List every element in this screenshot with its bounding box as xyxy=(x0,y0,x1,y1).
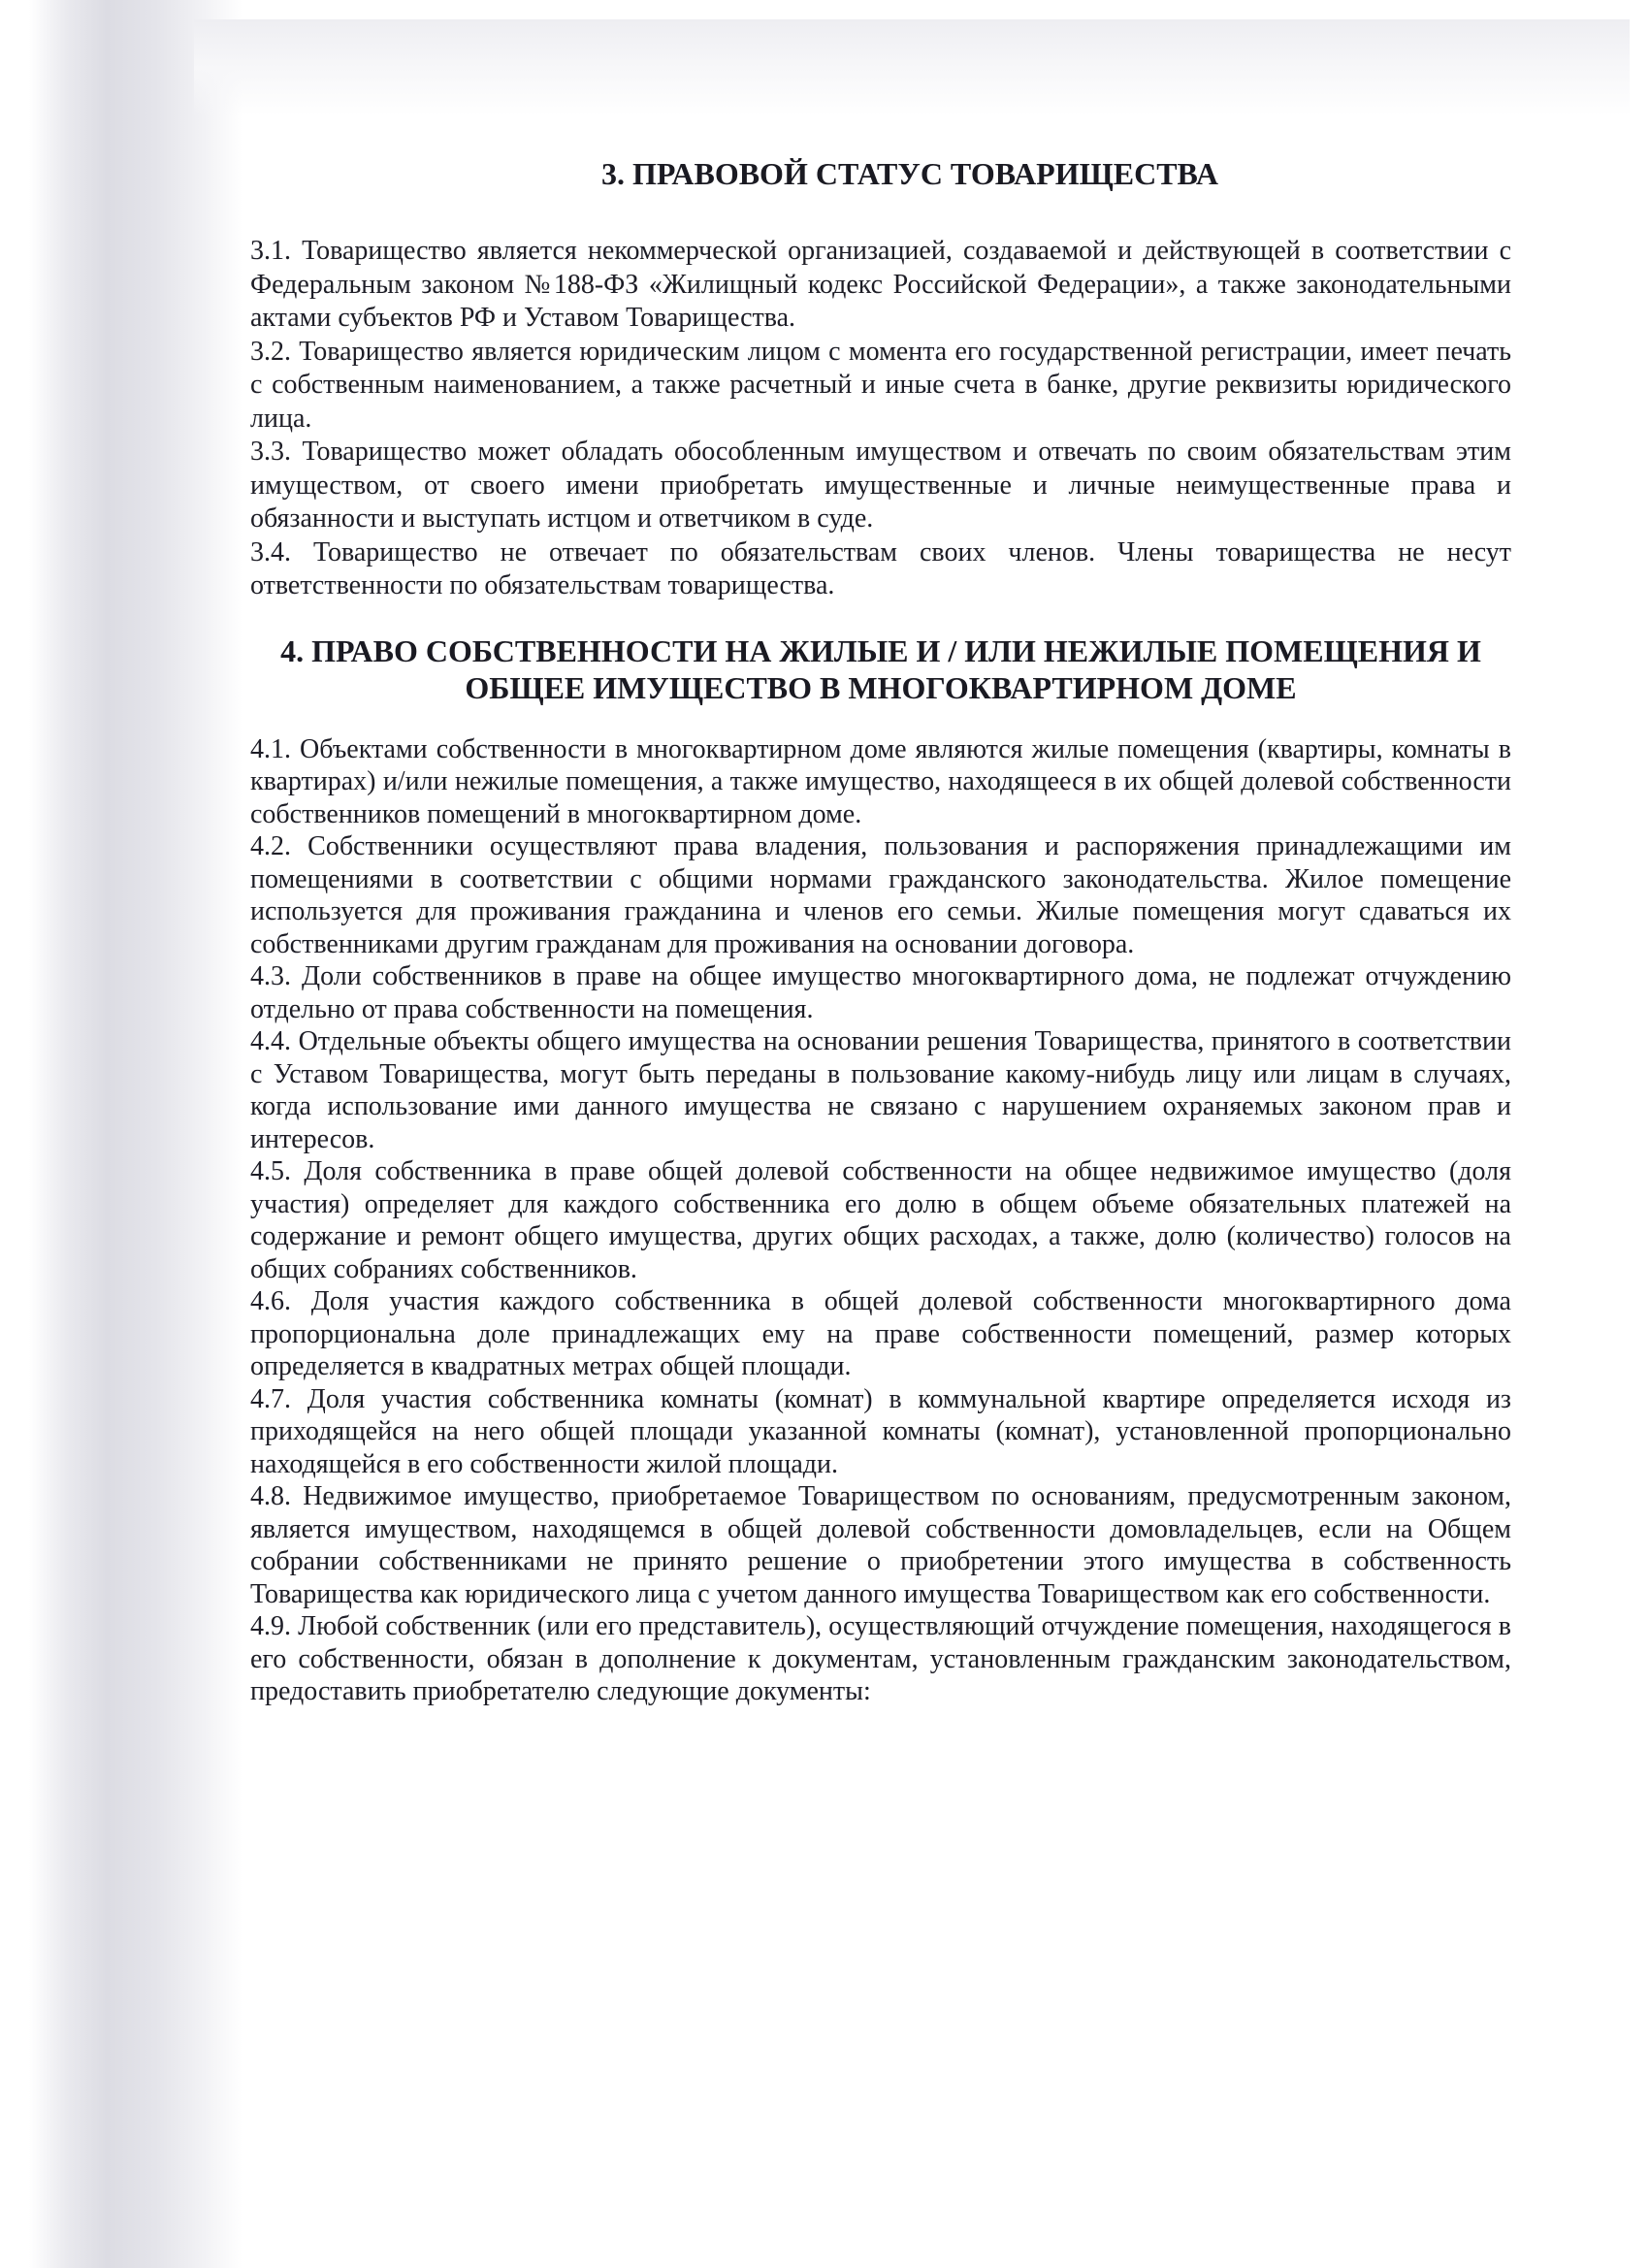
clause-3-4: 3.4. Товарищество не отвечает по обязательствам своих членов. Члены товарищества не несут ответственности по обязательствам товарищества. xyxy=(250,536,1511,600)
clause-4-6: 4.6. Доля участия каждого собственника в общей долевой собственности многоквартирного дома пропорциональна доле принадлежащих ему на праве собственности помещений, размер которых определяется в квадратных метрах общей площади. xyxy=(250,1286,1511,1381)
clause-4-9: 4.9. Любой собственник (или его представитель), осуществляющий отчуждение помещения, находящегося в его собственности, обязан в дополнение к документам, установленным гражданским законодательством, предоставить приобретателю следующие документы: xyxy=(250,1611,1511,1706)
clause-4-7: 4.7. Доля участия собственника комнаты (комнат) в коммунальной квартире определяется исходя из приходящейся на него общей площади указанной комнаты (комнат), установленной пропорционально находящейся в его собственности жилой площади. xyxy=(250,1383,1511,1479)
binding-shadow xyxy=(0,0,242,2268)
clause-3-3: 3.3. Товарищество может обладать обособленным имуществом и отвечать по своим обязательствам этим имуществом, от своего имени приобретать имущественные и личные неимущественные права и обязанности и выступать истцом и ответчиком в суде. xyxy=(250,437,1511,534)
section-4-title-line-1: 4. ПРАВО СОБСТВЕННОСТИ НА ЖИЛЫЕ И / ИЛИ НЕЖИЛЫЕ ПОМЕЩЕНИЯ И xyxy=(280,632,1481,668)
section-4-body xyxy=(250,733,1511,1708)
clause-4-4: 4.4. Отдельные объекты общего имущества на основании решения Товарищества, принятого в соответствии с Уставом Товарищества, могут быть переданы в пользование какому-нибудь лицу или лицам в случаях, когда использование ими данного имущества не связано с нарушением охраняемых законом прав и интересов. xyxy=(250,1026,1511,1154)
top-shadow xyxy=(194,19,1630,116)
clause-4-8: 4.8. Недвижимое имущество, приобретаемое Товариществом по основаниям, предусмотренным законом, является имуществом, находящемся в общей долевой собственности домовладельцев, если на Общем собрании собственниками не принято решение о приобретении этого имущества в собственность Товарищества как юридического лица с учетом данного имущества Товариществом как его собственности. xyxy=(250,1481,1511,1609)
section-4-title xyxy=(250,632,1511,706)
section-3-body xyxy=(250,235,1511,603)
clause-4-3: 4.3. Доли собственников в праве на общее имущество многоквартирного дома, не подлежат отчуждению отдельно от права собственности на помещения. xyxy=(250,961,1511,1024)
clause-4-2: 4.2. Собственники осуществляют права владения, пользования и распоряжения принадлежащими им помещениями в соответствии с общими нормами гражданского законодательства. Жилое помещение используется для проживания гражданина и членов его семьи. Жилые помещения могут сдаваться их собственниками другим гражданам для проживания на основании договора. xyxy=(250,831,1511,959)
clause-4-1: 4.1. Объектами собственности в многоквартирном доме являются жилые помещения (квартиры, комнаты в квартирах) и/или нежилые помещения, а также имущество, находящееся в их общей долевой собственности собственников помещений в многоквартирном доме. xyxy=(250,733,1511,829)
clause-4-5: 4.5. Доля собственника в праве общей долевой собственности на общее недвижимое имущество (доля участия) определяет для каждого собственника его долю в общем объеме обязательных платежей на содержание и ремонт общего имущества, других общих расходах, а также, долю (количество) голосов на общих собраниях собственников. xyxy=(250,1156,1511,1284)
section-3-title: 3. ПРАВОВОЙ СТАТУС ТОВАРИЩЕСТВА xyxy=(601,156,1218,191)
section-4-title-line-2: ОБЩЕЕ ИМУЩЕСТВО В МНОГОКВАРТИРНОМ ДОМЕ xyxy=(465,669,1297,705)
document-page xyxy=(250,155,1511,1708)
clause-3-2: 3.2. Товарищество является юридическим лицом с момента его государственной регистрации, имеет печать с собственным наименованием, а также расчетный и иные счета в банке, другие реквизиты юридического лица. xyxy=(250,336,1511,434)
clause-3-1: 3.1. Товарищество является некоммерческой организацией, создаваемой и действующей в соответствии с Федеральным законом №188-ФЗ «Жилищный кодекс Российской Федерации», а также законодательными актами субъектов РФ и Уставом Товарищества. xyxy=(250,236,1511,333)
